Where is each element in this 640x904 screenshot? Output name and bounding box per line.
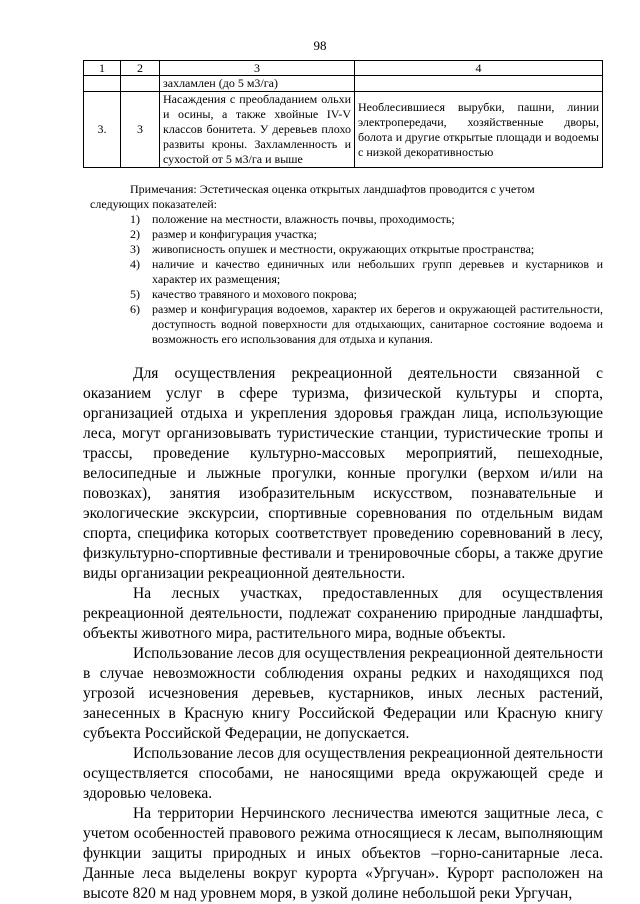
list-item [130, 257, 603, 287]
page-number: 98 [313, 38, 327, 53]
list-item [130, 212, 603, 227]
list-item-text: качество травяного и мохового покрова; [152, 287, 357, 301]
table-row [84, 76, 603, 92]
table-cell: захламлен (до 5 м3/га) [160, 76, 355, 92]
landscape-table [83, 60, 603, 168]
table-header-cell: 3 [160, 61, 355, 76]
table-header-cell: 4 [355, 61, 603, 76]
table-cell: Необлесившиеся вырубки, пашни, линии электропередачи, хозяйственные дворы, болота и другие открытые площади и водоемы с низкой декоративностью [355, 92, 603, 168]
paragraph: Использование лесов для осуществления рекреационной деятельности в случае невозможности соблюдения охраны редких и находящихся под угрозой исчезновения деревьев, кустарников, иных лесных растений, занесенных в Красную книгу Российской Федерации или Красную книгу субъекта Российской Федерации, не допускается. [83, 645, 603, 742]
list-item-number: 1) [130, 212, 140, 226]
list-item-number: 4) [130, 257, 140, 271]
table-header-cell: 2 [121, 61, 160, 76]
table-cell [84, 76, 121, 92]
list-item [130, 302, 603, 347]
list-item-text: наличие и качество единичных или небольших групп деревьев и кустарников и характер их размещения; [152, 257, 603, 286]
table-header-cell: 1 [84, 61, 121, 76]
list-item-number: 3) [130, 242, 140, 256]
list-item [130, 242, 603, 257]
body-text [83, 364, 603, 904]
paragraph: На лесных участках, предоставленных для осуществления рекреационной деятельности, подлежат сохранению природные ландшафты, объекты животного мира, растительного мира, водные объекты. [83, 585, 603, 642]
list-item-text: положение на местности, влажность почвы, проходимость; [152, 212, 455, 226]
table-cell: 3. [84, 92, 121, 168]
table-header-row [84, 61, 603, 76]
table-cell [355, 76, 603, 92]
table-cell: Насаждения с преобладанием ольхи и осины, а также хвойные IV-V классов бонитета. У деревьев плохо развиты кроны. Захламленность и сухостой от 5 м3/га и выше [160, 92, 355, 168]
paragraph: На территории Нерчинского лесничества имеются защитные леса, с учетом особенностей правового режима относящиеся к лесам, выполняющим функции защиты природных и иных объектов –горно-санитарные леса. Данные леса выделены вокруг курорта «Ургучан». Курорт расположен на высоте 820 м над уровнем моря, в узкой долине небольшой реки Ургучан, [83, 805, 603, 902]
table-row [84, 92, 603, 168]
list-item-number: 2) [130, 227, 140, 241]
table-cell: 3 [121, 92, 160, 168]
list-item-number: 5) [130, 287, 140, 301]
list-item-text: размер и конфигурация водоемов, характер их берегов и окружающей растительности, доступность водной поверхности для отдыхающих, санитарное состояние водоема и возможность его использования для отдыха и купания. [152, 302, 603, 346]
notes-intro: Примечания: Эстетическая оценка открытых ландшафтов проводится с учетом [130, 182, 535, 196]
list-item-text: живописность опушек и местности, окружающих открытые пространства; [152, 242, 535, 256]
notes-block [90, 182, 603, 347]
notes-intro-continued: следующих показателей: [90, 197, 218, 211]
list-item-text: размер и конфигурация участка; [152, 227, 317, 241]
paragraph: Для осуществления рекреационной деятельности связанной с оказанием услуг в сфере туризма, физической культуры и спорта, организацией отдыха и укрепления здоровья граждан лица, использующие леса, могут организовывать туристические станции, туристические тропы и трассы, проведение культурно-массовых мероприятий, пешеходные, велосипедные и лыжные прогулки, конные прогулки (верхом и/или на повозках), занятия изобразительным искусством, познавательные и экологические экскурсии, спортивные соревнования по отдельным видам спорта, специфика которых соответствует проведению соревнований в лесу, физкультурно-спортивные фестивали и тренировочные сборы, а также другие виды организации рекреационной деятельности. [83, 365, 603, 582]
list-item [130, 227, 603, 242]
list-item [130, 287, 603, 302]
list-item-number: 6) [130, 302, 140, 316]
table-cell [121, 76, 160, 92]
paragraph: Использование лесов для осуществления рекреационной деятельности осуществляется способами, не наносящими вреда окружающей среде и здоровью человека. [83, 745, 603, 802]
notes-list [130, 212, 603, 347]
